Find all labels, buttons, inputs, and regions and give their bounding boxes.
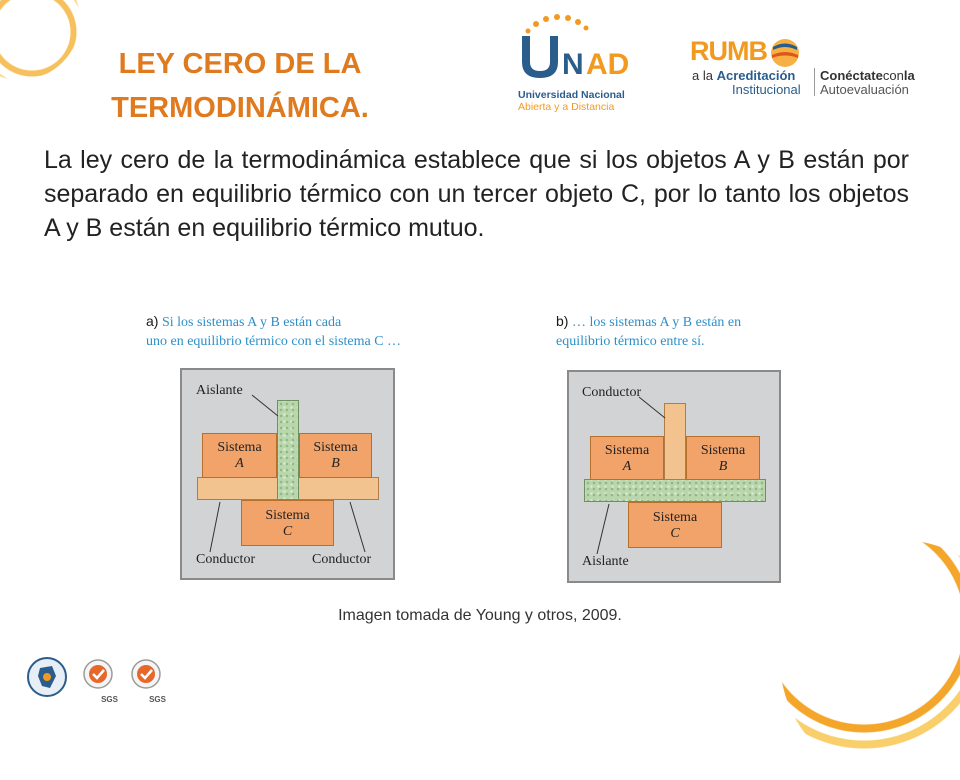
system-a-label: Sistema <box>604 443 650 458</box>
figure-b-label-conductor: Conductor <box>582 385 642 400</box>
conectate-con: con <box>882 68 904 83</box>
system-a-letter: A <box>622 459 632 474</box>
rumbo-line1-accent: Acreditación <box>716 68 796 83</box>
globe-icon <box>768 36 802 70</box>
rumbo-line1-prefix: a la <box>692 68 717 83</box>
system-c-letter: C <box>282 524 293 539</box>
figure-a-label-insulator: Aislante <box>196 383 243 398</box>
definition-paragraph: La ley cero de la termodinámica establece que si los objetos A y B están por separado en equilibrio térmico con un tercer objeto C, por lo tanto los objetos A y B están en equilibrio térmico mutuo. <box>44 146 909 242</box>
rumbo-line1 <box>692 68 795 83</box>
leader-conductor <box>639 397 665 418</box>
system-c-letter: C <box>670 526 680 541</box>
figure-b-caption-line2: equilibrio térmico entre sí. <box>556 334 705 349</box>
figure-b-letter: b) <box>556 313 569 329</box>
sgs-label-2: SGS <box>149 695 166 704</box>
sgs-certification-2 <box>126 658 166 704</box>
system-c-label: Sistema <box>652 510 698 525</box>
system-a-letter: A <box>235 456 244 471</box>
system-c-label: Sistema <box>265 508 310 523</box>
corner-decoration-bottom-right <box>780 540 960 780</box>
figure-a-caption-line2: uno en equilibrio térmico con el sistema C … <box>146 334 402 349</box>
leader-conductor-right <box>350 502 365 552</box>
conectate-line <box>820 68 915 83</box>
unad-subtitle: Abierta y a Distancia <box>518 101 615 113</box>
logo-divider <box>814 68 815 96</box>
certification-check-icon <box>78 658 118 690</box>
sgs-label-1: SGS <box>101 695 118 704</box>
rumbo-line2: Institucional <box>732 82 801 97</box>
system-b-label: Sistema <box>700 443 746 458</box>
colombia-seal-icon <box>26 656 68 698</box>
system-b-letter: B <box>718 459 728 474</box>
slide-title <box>40 42 440 130</box>
title-line-1: LEY CERO DE LA <box>118 48 362 80</box>
rumbo-word: RUMB <box>690 36 767 66</box>
leader-conductor-left <box>210 502 220 552</box>
figure-b-caption-line1: … los sistemas A y B están en <box>571 315 742 330</box>
figure-a-caption-line1: Si los sistemas A y B están cada <box>161 315 342 330</box>
autoevaluacion: Autoevaluación <box>820 82 909 97</box>
system-b-label: Sistema <box>313 440 358 455</box>
title-line-2: TERMODINÁMICA. <box>111 92 369 124</box>
unad-logo-mark <box>518 14 648 84</box>
figure-b-caption <box>556 312 856 351</box>
figure-a-letter: a) <box>146 313 159 329</box>
unad-name: Universidad Nacional <box>518 89 625 101</box>
figure-a-label-conductor-left: Conductor <box>196 552 256 567</box>
system-a-label: Sistema <box>217 440 262 455</box>
image-credit: Imagen tomada de Young y otros, 2009. <box>338 607 622 624</box>
certification-check-icon <box>126 658 166 690</box>
sgs-certification-1 <box>78 658 118 704</box>
conectate-la: la <box>903 68 915 83</box>
svg-text:AD: AD <box>586 48 630 81</box>
leader-insulator <box>597 504 609 554</box>
svg-text:N: N <box>562 48 584 81</box>
unad-logo <box>518 14 648 114</box>
figure-a-label-conductor-right: Conductor <box>312 552 372 567</box>
system-b-letter: B <box>331 456 340 471</box>
leader-insulator <box>252 395 278 416</box>
rumbo-logo <box>690 36 930 106</box>
figure-b-leader-lines <box>567 370 781 583</box>
figure-a-caption <box>146 312 476 351</box>
figure-a-leader-lines <box>180 368 395 580</box>
figure-b-label-insulator: Aislante <box>582 554 629 569</box>
conectate-word: Conéctate <box>820 68 883 83</box>
